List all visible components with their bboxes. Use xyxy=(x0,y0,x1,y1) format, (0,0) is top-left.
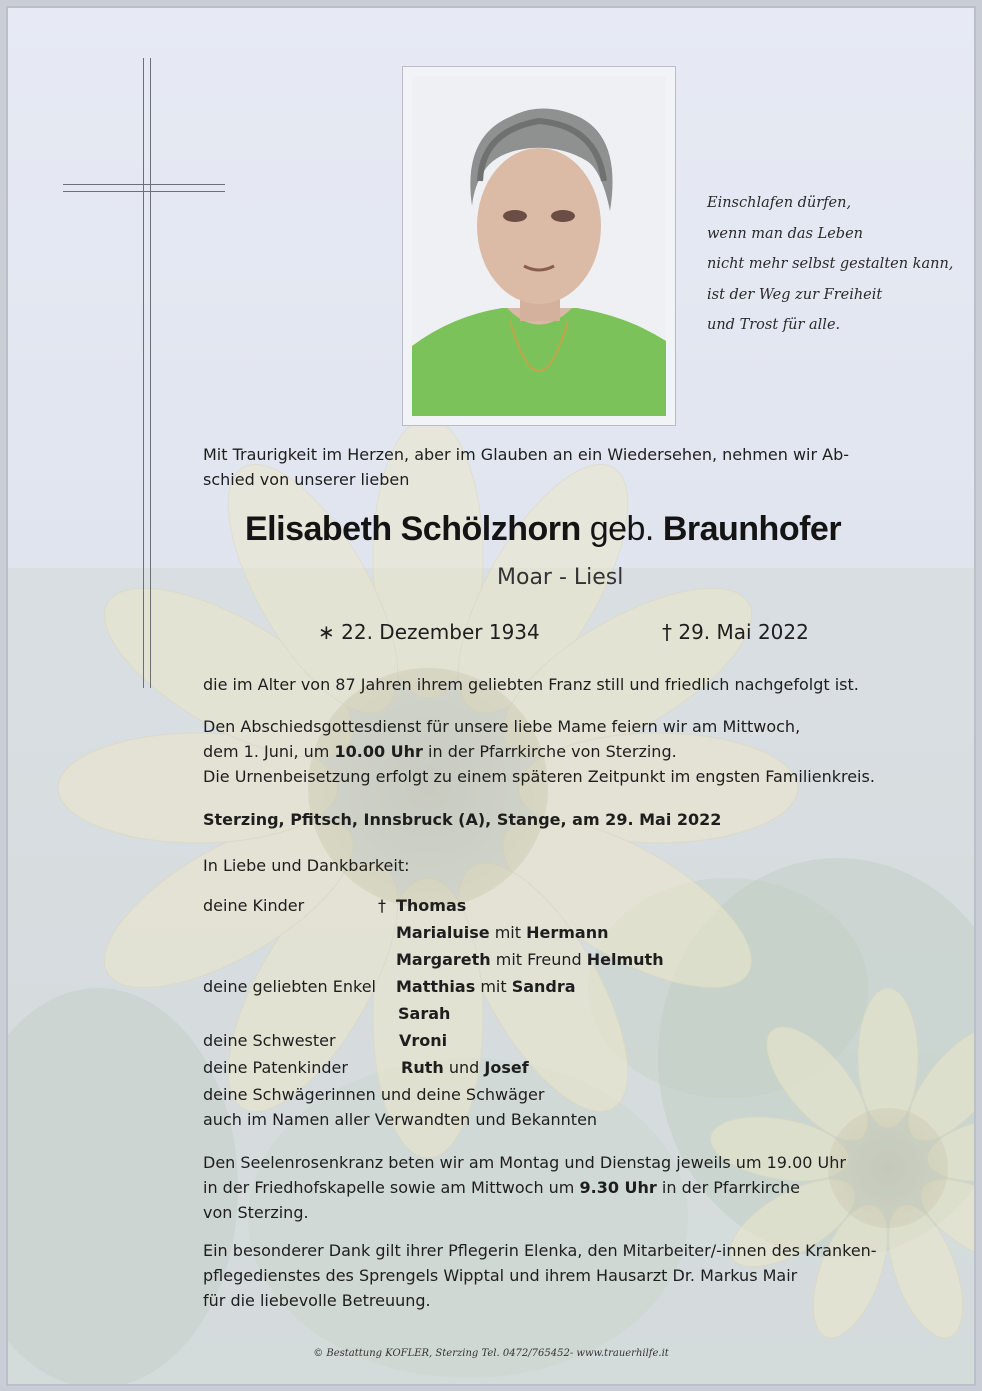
service-line: Die Urnenbeisetzung erfolgt zu einem späteren Zeitpunkt im engsten Familienkreis. xyxy=(203,767,875,786)
child-name: Margareth xyxy=(396,950,491,969)
child-line xyxy=(396,923,609,942)
service-line: Den Abschiedsgottesdienst für unsere liebe Mame feiern wir am Mittwoch, xyxy=(203,717,801,736)
place-date: Sterzing, Pfitsch, Innsbruck (A), Stange, am 29. Mai 2022 xyxy=(203,810,722,829)
death-cross-icon: † xyxy=(662,620,672,644)
death-date xyxy=(662,620,809,644)
footer-credit: © Bestattung KOFLER, Sterzing Tel. 0472/765452- www.trauerhilfe.it xyxy=(313,1348,669,1359)
paten-label: deine Patenkinder xyxy=(203,1058,348,1077)
rosary-line: Den Seelenrosenkranz beten wir am Montag und Dienstag jeweils um 19.00 Uhr xyxy=(203,1153,846,1172)
thanks-line: Ein besonderer Dank gilt ihrer Pflegerin Elenka, den Mitarbeiter/-innen des Kranken- xyxy=(203,1241,877,1260)
partner-name: Hermann xyxy=(526,923,609,942)
service-time: 10.00 Uhr xyxy=(334,742,423,761)
rosary-text: in der Friedhofskapelle sowie am Mittwoch um xyxy=(203,1178,575,1197)
cross-icon-bar xyxy=(63,184,225,192)
last-name: Schölzhorn xyxy=(400,510,581,548)
schwester-label: deine Schwester xyxy=(203,1031,336,1050)
maiden-name: Braunhofer xyxy=(662,510,842,548)
rosary-text: in der Pfarrkirche xyxy=(661,1178,800,1197)
rosary-time: 9.30 Uhr xyxy=(579,1178,657,1197)
intro-line: schied von unserer lieben xyxy=(203,470,410,489)
rosary-line: von Sterzing. xyxy=(203,1203,309,1222)
poem-line: ist der Weg zur Freiheit xyxy=(707,286,883,303)
deceased-name xyxy=(245,510,841,549)
child-name: Marialuise xyxy=(396,923,490,942)
service-text: in der Pfarrkirche von Sterzing. xyxy=(428,742,677,761)
cross-icon xyxy=(143,58,151,688)
portrait-frame xyxy=(402,66,676,426)
poem xyxy=(707,188,957,341)
service-text: dem 1. Juni, um xyxy=(203,742,330,761)
birth-date-value: 22. Dezember 1934 xyxy=(341,620,540,644)
partner-name: Helmuth xyxy=(586,950,664,969)
mit-freund-label: mit Freund xyxy=(495,950,582,969)
child-name: Thomas xyxy=(396,896,467,915)
grandchild-line xyxy=(396,977,576,996)
grandchild-name: Sarah xyxy=(398,1004,451,1023)
kinder-label: deine Kinder xyxy=(203,896,305,915)
geb-label: geb. xyxy=(589,510,654,548)
poem-line: Einschlafen dürfen, xyxy=(707,195,852,211)
poem-line: und Trost für alle. xyxy=(707,317,841,333)
birth-star-icon: ∗ xyxy=(318,620,335,644)
sister-name: Vroni xyxy=(399,1031,448,1050)
child-line xyxy=(396,950,664,969)
poem-line: wenn man das Leben xyxy=(707,225,864,242)
rosary-line xyxy=(203,1178,800,1197)
obituary-card xyxy=(6,6,976,1386)
first-name: Elisabeth xyxy=(245,510,392,548)
godchild-name: Ruth xyxy=(401,1058,444,1077)
age-line: die im Alter von 87 Jahren ihrem geliebten Franz still und friedlich nachgefolgt ist. xyxy=(203,675,859,694)
love-line: In Liebe und Dankbarkeit: xyxy=(203,856,410,875)
grandchild-name: Matthias xyxy=(396,977,476,996)
thanks-line: für die liebevolle Betreuung. xyxy=(203,1291,431,1310)
schwager-line: deine Schwägerinnen und deine Schwäger xyxy=(203,1085,545,1104)
birth-date xyxy=(318,620,540,644)
godchild-name: Josef xyxy=(484,1058,529,1077)
service-line xyxy=(203,742,677,761)
intro-line: Mit Traurigkeit im Herzen, aber im Glauben an ein Wiedersehen, nehmen wir Ab- xyxy=(203,445,850,464)
portrait-photo xyxy=(412,76,666,416)
enkel-label: deine geliebten Enkel xyxy=(203,977,376,996)
kinder-cross-icon: † xyxy=(378,896,386,915)
mit-label: mit xyxy=(494,923,522,942)
poem-line: nicht mehr selbst gestalten kann, xyxy=(707,256,954,272)
verwandte-line: auch im Namen aller Verwandten und Bekannten xyxy=(203,1110,598,1129)
nickname: Moar - Liesl xyxy=(497,565,624,590)
godchildren-line xyxy=(401,1058,529,1077)
partner-name: Sandra xyxy=(511,977,576,996)
und-label: und xyxy=(448,1058,480,1077)
thanks-line: pflegedienstes des Sprengels Wipptal und ihrem Hausarzt Dr. Markus Mair xyxy=(203,1266,798,1285)
death-date-value: 29. Mai 2022 xyxy=(678,620,809,644)
mit-label: mit xyxy=(480,977,507,996)
